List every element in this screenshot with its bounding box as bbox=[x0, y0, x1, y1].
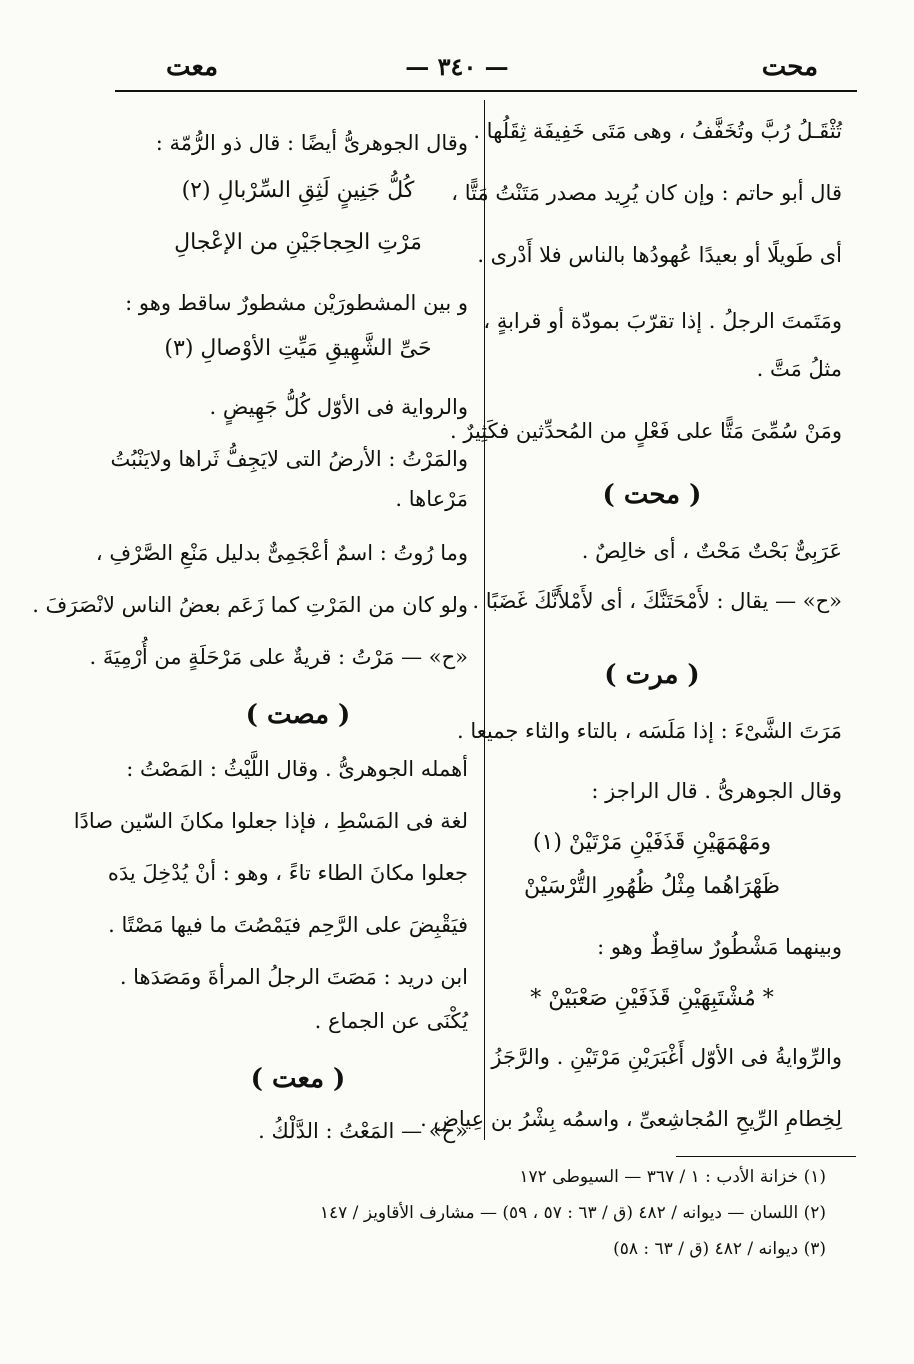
verse-line: ظَهْرَاهُما مِثْلُ ظُهُورِ التُّرْسَيْنْ bbox=[523, 874, 781, 899]
text-line: ولو كان من المَرْتِ كما زَعَم بعضُ الناس لانْصَرَفَ . bbox=[32, 593, 468, 617]
entry-heading: ( مرت ) bbox=[604, 660, 700, 690]
text-line: ابن دريد : مَصَتَ الرجلُ المرأةَ ومَصَدَها . bbox=[119, 965, 468, 989]
verse-line: ومَهْمَهَيْنِ قَذَفَيْنِ مَرْتَيْنْ (١) bbox=[532, 830, 772, 855]
footnotes bbox=[106, 1166, 826, 1274]
text-line: والرِّوايةُ فى الأوّل أَغْبَرَيْنِ مَرْتَيْنِ . والرَّجَزُ bbox=[491, 1045, 842, 1069]
text-line: ومَتَمتَ الرجلُ . إذا تقرّبَ بمودّة أو قرابةٍ ، bbox=[483, 309, 842, 333]
header-entry-right: محت bbox=[761, 52, 818, 82]
text-line: تُثْقَـلُ رُبَّ وتُخَفَّفُ ، وهى مَتَى خَفِيفَة ثِقَلُها . bbox=[473, 119, 842, 143]
header-entry-left: معت bbox=[166, 52, 218, 82]
entry-heading: ( معت ) bbox=[250, 1064, 346, 1094]
text-line: والرواية فى الأوّل كُلُّ جَهِيضٍ . bbox=[209, 395, 468, 419]
left-column bbox=[32, 118, 468, 1143]
text-line: يُكْنَى عن الجماع . bbox=[314, 1009, 468, 1033]
text-line: لغة فى المَسْطِ ، فإذا جعلوا مكانَ السّين صادًا bbox=[73, 809, 468, 833]
text-line: و بين المشطورَيْن مشطورٌ ساقط وهو : bbox=[125, 291, 468, 315]
footnote: (١) خزانة الأدب : ١ / ٣٦٧ — السيوطى ١٧٢ bbox=[519, 1167, 826, 1187]
text-line: عَرَبِىٌّ بَحْتٌ مَحْتٌ ، أى خالِصٌ . bbox=[581, 539, 842, 563]
verse-line: مَرْتِ الحِجاجَيْنِ من الإعْجالِ bbox=[174, 230, 422, 255]
text-line: فيَقْبِضَ على الرَّحِم فيَمْصُتَ ما فيها مَصْتًا . bbox=[108, 913, 468, 937]
text-line: مَرْعاها . bbox=[395, 487, 468, 511]
page-header bbox=[0, 50, 914, 90]
entry-heading: ( محت ) bbox=[602, 480, 702, 510]
verse-line: حَىِّ الشَّهِيقِ مَيِّتِ الأوْصالِ (٣) bbox=[164, 336, 432, 361]
text-line: «ح» — يقال : لأَمْحَتَنَّكَ ، أى لأَمْلأَنَّكَ غَضَبًا . bbox=[472, 589, 842, 613]
text-line: وقال الجوهرىُّ . قال الراجز : bbox=[591, 779, 842, 803]
text-line: قال أبو حاتم : وإن كان يُرِيد مصدر مَتَنْتُ مَتًّا ، bbox=[451, 181, 842, 205]
footnote-rule bbox=[676, 1156, 856, 1157]
verse-line: * مُشْتَبِهَيْنِ قَذَفَيْنِ صَعْبَيْنْ * bbox=[530, 986, 774, 1011]
text-line: والمَرْتُ : الأرضُ التى لايَجِفُّ ثَراها ولايَنْبُتُ bbox=[110, 447, 468, 471]
text-line: أى طَويلًا أو بعيدًا عُهودُها بالناس فلا أَدْرى . bbox=[477, 243, 842, 267]
text-line: وقال الجوهرىُّ أيضًا : قال ذو الرُّمّة : bbox=[155, 131, 468, 155]
text-line: وبينهما مَشْطُورٌ ساقِطٌ وهو : bbox=[597, 935, 842, 959]
header-rule bbox=[115, 90, 857, 92]
entry-heading: ( مصت ) bbox=[245, 700, 351, 730]
text-line: جعلوا مكانَ الطاء تاءً ، وهو : أنْ يُدْخِلَ يدَه bbox=[107, 861, 468, 885]
text-line: مثلُ مَتَّ . bbox=[756, 357, 842, 381]
footnote: (٢) اللسان — ديوانه / ٤٨٢ (ق / ٦٣ : ٥٧ ، ٥٩) — مشارف الأقاويز / ١٤٧ bbox=[319, 1203, 826, 1223]
text-line: ومَنْ سُمِّىَ مَتًّا على فَعْلٍ من المُحدِّثين فكَثِيرٌ . bbox=[450, 419, 842, 443]
text-line: مَرَتَ الشَّىْءَ : إذا مَلَسَه ، بالتاء والثاء جميعا . bbox=[457, 719, 842, 743]
page-number: — ٣٤٠ — bbox=[405, 52, 509, 81]
text-line: «ح» — المَعْتُ : الدَّلْكُ . bbox=[258, 1119, 468, 1143]
verse-line: كُلُّ جَنِينٍ لَثِقِ السِّرْبالِ (٢) bbox=[181, 178, 415, 203]
text-line: أهمله الجوهرىُّ . وقال اللَّيْثُ : المَصْتُ : bbox=[126, 757, 468, 781]
text-line: لِخِطامِ الرِّيحِ المُجاشِعىِّ ، واسمُه بِشْرُ بن عِياض . bbox=[420, 1107, 842, 1131]
text-line: وما رُوتُ : اسمٌ أعْجَمِىٌّ بدليل مَنْعِ الصَّرْفِ ، bbox=[95, 541, 468, 565]
text-line: «ح» — مَرْتُ : قريةٌ على مَرْحَلَةٍ من أُرْمِيَةَ . bbox=[89, 645, 468, 669]
footnote: (٣) ديوانه / ٤٨٢ (ق / ٦٣ : ٥٨) bbox=[613, 1239, 826, 1259]
